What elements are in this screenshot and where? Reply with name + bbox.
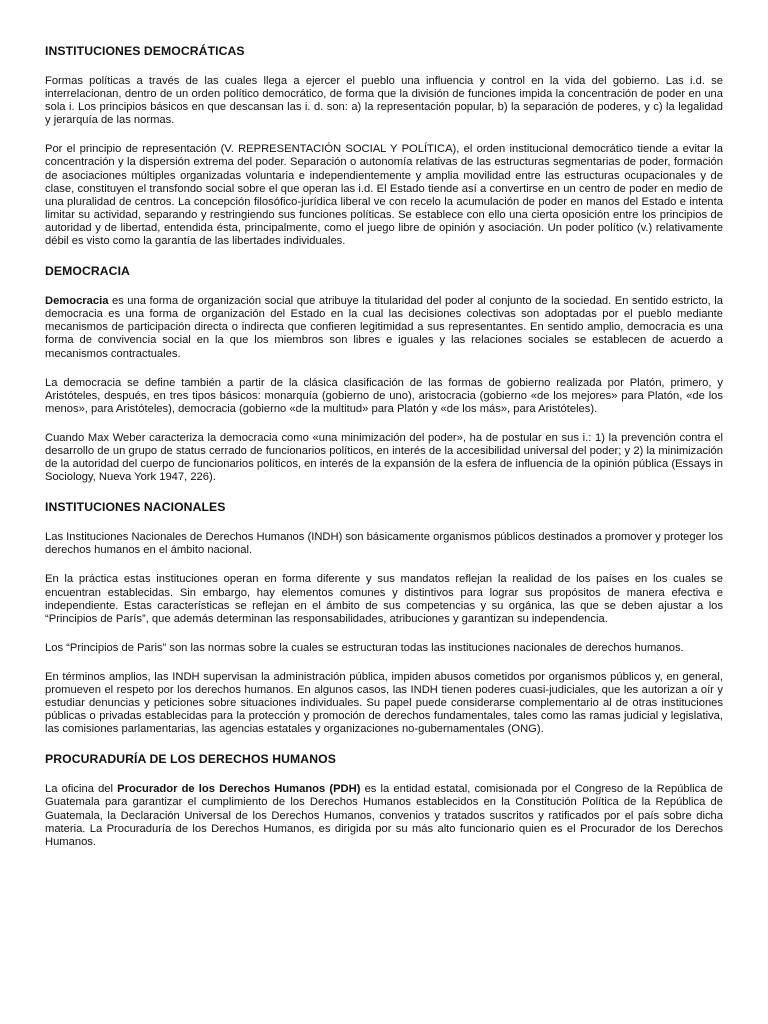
section-procuraduria	[45, 752, 723, 848]
paragraph: Las Instituciones Nacionales de Derechos Humanos (INDH) son básicamente organismos públicos destinados a promover y proteger los derechos humanos en el ámbito nacional.	[45, 531, 723, 557]
paragraph: Por el principio de representación (V. REPRESENTACIÓN SOCIAL Y POLÍTICA), el orden institucional democrático tiende a evitar la concentración y la dispersión extrema del poder. Separación o autonomía relativas de las estructuras segmentarias de poder, formación de asociaciones múltiples organizadas voluntaria e independientemente y amplia movilidad entre las estructuras ocupacionales y de clase, constituyen el transfondo social sobre el que operan las i.d. El Estado tiende así a convertirse en un centro de poder en medio de una pluralidad de centros. La concepción filosófico-jurídica liberal ve con recelo la acumulación de poder en manos del Estado e intenta limitar su actividad, separando y restringiendo sus funciones políticas. Se establece con ello una cierta oposición entre los principios de autoridad y de libertad, entendida ésta, principalmente, como el juego libre de opinión y asociación. Un poder político (v.) relativamente débil es visto como la garantía de las libertades individuales.	[45, 143, 723, 248]
heading-instituciones-democraticas: INSTITUCIONES DEMOCRÁTICAS	[45, 44, 245, 58]
paragraph: En términos amplios, las INDH supervisan la administración pública, impiden abusos cometidos por organismos públicos y, en general, promueven el respeto por los derechos humanos. En algunos casos, las INDH tienen poderes cuasi-judiciales, que les autorizan a oír y estudiar denuncias y peticiones sobre situaciones individuales. Su papel puede considerarse complementario al de otras instituciones públicas o privadas establecidas para la protección y promoción de derechos fundamentales, tales como las ramas judicial y legislativa, las comisiones parlamentarias, las agencias estatales y organizaciones no-gubernamentales (ONG).	[45, 670, 723, 736]
section-democracia	[45, 264, 723, 484]
bold-term-pdh: Procurador de los Derechos Humanos (PDH)	[117, 783, 361, 796]
heading-democracia: DEMOCRACIA	[45, 264, 130, 279]
paragraph: Formas políticas a través de las cuales llega a ejercer el pueblo una influencia y control en la vida del gobierno. Las i.d. se interrelacionan, dentro de un orden político democrático, de forma que la división de funciones impida la concentración de poder en una sola i. Los principios básicos en que descansan las i. d. son: a) la representación popular, b) la separación de poderes, y c) la legalidad y jerarquía de las normas.	[45, 75, 723, 127]
section-instituciones-democraticas	[45, 44, 723, 248]
paragraph-text: es la entidad estatal, comisionada por el Congreso de la República de Guatemala para garantizar el cumplimiento de los Derechos Humanos establecidos en la Constitución Política de la República de Guatemala, la Declaración Universal de los Derechos Humanos, convenios y tratados suscritos y ratificados por el país sobre dicha materia. La Procuraduría de los Derechos Humanos, es dirigida por su más alto funcionario quien es el Procurador de los Derechos Humanos.	[45, 783, 723, 848]
section-instituciones-nacionales	[45, 500, 723, 736]
paragraph: Los “Principios de Paris” son las normas sobre la cuales se estructuran todas las instituciones nacionales de derechos humanos.	[45, 641, 684, 654]
heading-procuraduria: PROCURADURÍA DE LOS DERECHOS HUMANOS	[45, 752, 336, 767]
paragraph: Cuando Max Weber caracteriza la democracia como «una minimización del poder», ha de postular en sus i.: 1) la prevención contra el desarrollo de un grupo de status cerrado de funcionarios políticos, en interés de la accesibilidad universal del poder; y 2) la minimización de la autoridad del cuerpo de funcionarios políticos, en interés de la expansión de la esfera de influencia de la opinión pública (Essays in Sociology, Nueva York 1947, 226).	[45, 431, 723, 484]
paragraph	[45, 783, 723, 848]
paragraph-text: es una forma de organización social que atribuye la titularidad del poder al conjunto de la sociedad. En sentido estricto, la democracia es una forma de organización del Estado en la cual las decisiones colectivas son adoptadas por el pueblo mediante mecanismos de participación directa o indirecta que confieren legitimidad a sus representantes. En sentido amplio, democracia es una forma de convivencia social en la que los miembros son libres e iguales y las relaciones sociales se establecen de acuerdo a mecanismos contractuales.	[45, 295, 723, 360]
bold-term-democracia: Democracia	[45, 295, 109, 308]
paragraph: En la práctica estas instituciones operan en forma diferente y sus mandatos reflejan la realidad de los países en los cuales se encuentran establecidas. Sin embargo, hay elementos comunes y distintivos para lograr sus propósitos de manera efectiva e independiente. Estas características se reflejan en el ámbito de sus competencias y su orgánica, las que se deben ajustar a los “Principios de París”, que además determinan las responsabilidades, atribuciones y garantizan su independencia.	[45, 573, 723, 625]
heading-instituciones-nacionales: INSTITUCIONES NACIONALES	[45, 500, 226, 515]
paragraph	[45, 295, 723, 360]
paragraph: La democracia se define también a partir de la clásica clasificación de las formas de gobierno realizada por Platón, primero, y Aristóteles, después, en tres tipos básicos: monarquía (gobierno de uno), aristocracia (gobierno «de los mejores» para Platón, «de los menos», para Aristóteles), democracia (gobierno «de la multitud» para Platón y «de los más», para Aristóteles).	[45, 376, 723, 415]
paragraph-text: La oficina del	[45, 783, 118, 796]
